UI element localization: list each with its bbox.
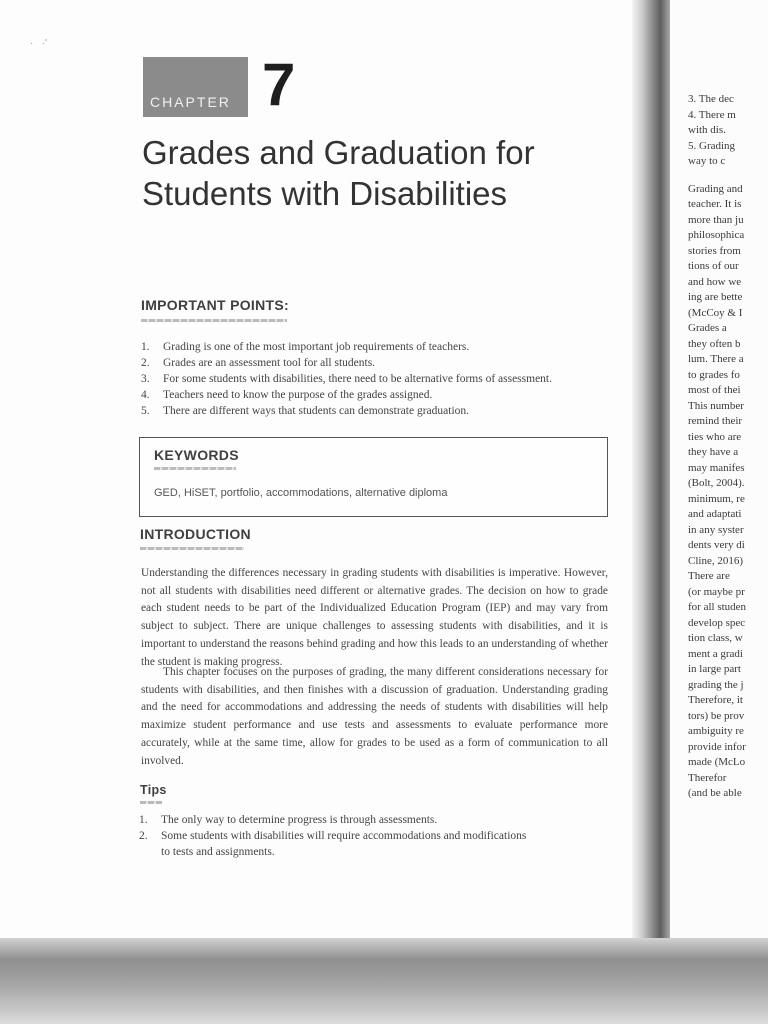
right-page-text	[688, 92, 768, 802]
chapter-title-line-1: Grades and Graduation for	[142, 134, 535, 171]
tips-heading: Tips	[140, 783, 167, 797]
right-page-line: tion class, w	[688, 632, 743, 644]
list-item: 1. Grading is one of the most important job requirements of teachers.	[141, 341, 470, 353]
right-page-line: and how we	[688, 275, 742, 288]
right-page-line: Therefore, it	[688, 694, 743, 706]
right-page-line: teacher. It is	[688, 198, 742, 210]
keywords-text: GED, HiSET, portfolio, accommodations, alternative diploma	[154, 487, 448, 499]
right-page-line: they have a	[688, 446, 739, 458]
right-page-line: made (McLo	[688, 756, 746, 768]
right-page-line: (McCoy & I	[688, 306, 743, 319]
tips-list	[139, 812, 526, 860]
right-page-line: remind their	[688, 415, 743, 427]
right-page-line: tors) be prov	[688, 709, 745, 722]
scan-specks: · ·'	[30, 38, 47, 49]
right-page-line: This number	[688, 399, 744, 412]
right-page-line: ties who are	[688, 430, 742, 443]
scan-bottom-shadow	[0, 938, 768, 1024]
right-page-line: way to c	[688, 155, 726, 167]
right-page-line: 3. The dec	[688, 93, 734, 105]
right-page-line: 5. Grading	[688, 139, 736, 152]
list-item: 5. There are different ways that students can demonstrate graduation.	[141, 405, 470, 417]
keywords-heading: KEYWORDS	[154, 447, 239, 463]
keywords-box	[139, 437, 608, 517]
introduction-paragraph-2: This chapter focuses on the purposes of grading, the many different considerations necessary for students with disabilities, and then finishes with a discussion of graduation. Understanding grading and the need for accommodations and addressing the needs of students with disabilities will help maximize student performance and use tests and assessments to evaluate performance more accurately, while at the same time, allow for grades to be used as a form of communication to all involved.	[141, 666, 608, 767]
list-item: 2. Some students with disabilities will require accommodations and modifications	[139, 830, 527, 842]
right-page-line: with dis.	[688, 124, 726, 136]
right-page-line: Grades a	[688, 322, 727, 334]
right-page-line: in large part	[688, 663, 741, 675]
right-page-line	[688, 170, 768, 182]
right-page-line: (Bolt, 2004).	[688, 477, 745, 489]
right-page-line: they often b	[688, 337, 741, 350]
right-page-line: to grades fo	[688, 368, 740, 381]
right-page-line: stories from	[688, 244, 741, 257]
right-page-line: ambiguity re	[688, 725, 744, 737]
right-page-line: in any syster	[688, 523, 744, 536]
right-page-line: provide infor	[688, 740, 746, 753]
right-page-line: ment a gradi	[688, 647, 743, 660]
book-gutter-shadow	[632, 0, 670, 1024]
right-page-line: dents very di	[688, 539, 745, 551]
right-page-line: There are	[688, 570, 730, 582]
chapter-number: 7	[262, 51, 296, 118]
important-points-heading: IMPORTANT POINTS:	[141, 297, 289, 313]
list-item: 4. Teachers need to know the purpose of the grades assigned.	[141, 389, 433, 401]
right-page-line: philosophica	[688, 229, 745, 241]
right-page-line: for all studen	[688, 601, 747, 613]
list-item: 1. The only way to determine progress is through assessments.	[139, 814, 438, 826]
right-page-line: more than ju	[688, 213, 744, 226]
right-page-line: Cline, 2016)	[688, 554, 743, 567]
list-item: 3. For some students with disabilities, there need to be alternative forms of assessment.	[141, 373, 553, 385]
list-item: 2. Grades are an assessment tool for all students.	[141, 357, 376, 369]
important-points-rule	[141, 319, 287, 322]
list-item: to tests and assignments.	[161, 846, 275, 858]
important-points-list	[141, 339, 552, 419]
introduction-heading: INTRODUCTION	[140, 526, 251, 542]
introduction-paragraph-1: Understanding the differences necessary in grading students with disabilities is imperative. However, not all students with disabilities need different or alternative grades. The decision on how to grade each student needs to be part of the Individualized Education Program (IEP) and may vary from subject to subject. There are unique challenges to assessing students with disabilities, and it is important to understand the reasons behind grading and how this leads to an understanding of whether the student is making progress.	[141, 567, 608, 668]
right-page-line: and adaptati	[688, 508, 742, 520]
right-page-line: 4. There m	[688, 108, 736, 121]
right-page-line: lum. There a	[688, 353, 744, 365]
right-page-line: Therefor	[688, 771, 727, 784]
tips-rule	[140, 801, 162, 804]
right-page-line: grading the j	[688, 678, 744, 691]
chapter-title-line-2: Students with Disabilities	[142, 175, 507, 212]
right-page-line: minimum, re	[688, 492, 745, 505]
keywords-rule	[154, 467, 236, 470]
chapter-title	[142, 132, 622, 214]
chapter-label: CHAPTER	[150, 94, 231, 110]
right-page-line: ing are bette	[688, 291, 743, 303]
right-page-line: (and be able	[688, 787, 742, 799]
introduction-rule	[140, 547, 244, 550]
right-page-line: Grading and	[688, 182, 743, 195]
right-page-line: most of thei	[688, 384, 741, 396]
right-page-line: tions of our	[688, 260, 739, 272]
right-page-line: may manifes	[688, 461, 745, 474]
right-page-line: develop spec	[688, 616, 746, 629]
right-page-line: (or maybe pr	[688, 585, 745, 598]
